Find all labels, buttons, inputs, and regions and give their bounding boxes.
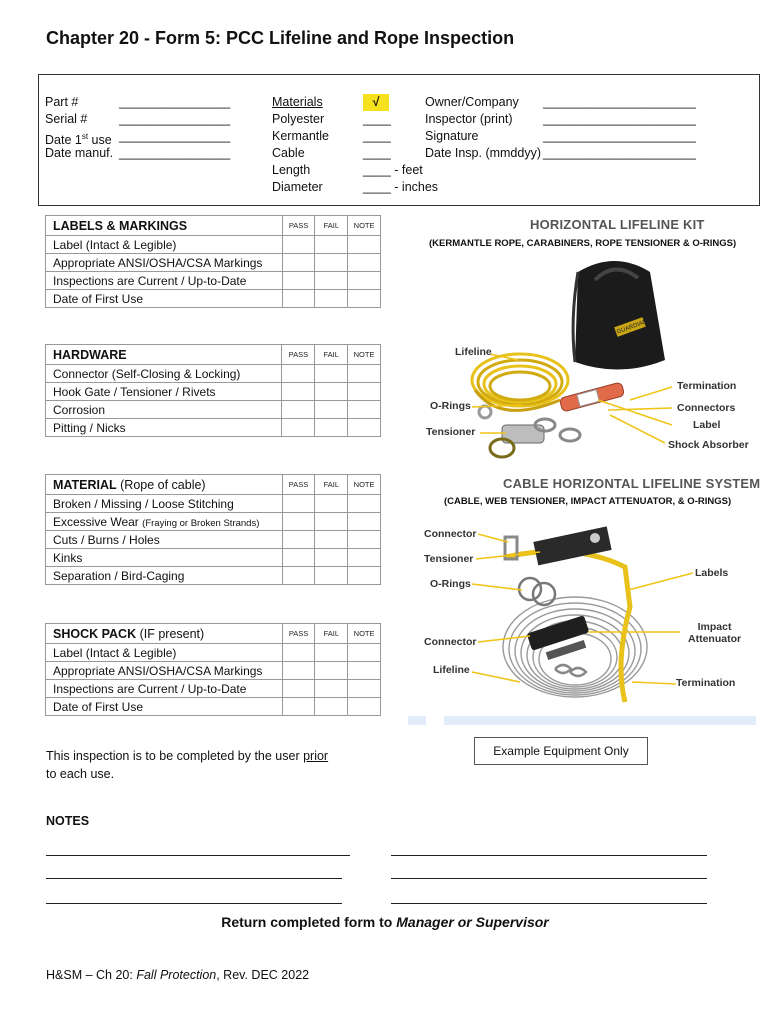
material-kermantle: Kermantle xyxy=(272,129,329,143)
equipment-info-box xyxy=(38,74,760,206)
example-equipment-label: Example Equipment Only xyxy=(474,737,648,765)
note-cell[interactable] xyxy=(348,401,381,419)
right-field-blanks[interactable] xyxy=(543,94,696,162)
inspector-label: Inspector (print) xyxy=(425,112,513,126)
polyester-check-mark[interactable]: √ xyxy=(363,94,389,111)
date-manufactured-label: Date manuf. xyxy=(45,146,114,160)
fail-header: FAIL xyxy=(315,624,348,644)
table-row xyxy=(46,419,381,437)
callout-shock-absorber: Shock Absorber xyxy=(668,439,749,451)
materials-list xyxy=(272,94,329,196)
note-cell[interactable] xyxy=(348,698,381,716)
material-polyester: Polyester xyxy=(272,112,325,126)
note-cell[interactable] xyxy=(348,662,381,680)
fail-cell[interactable] xyxy=(315,513,348,531)
signature-field[interactable]: ______________________ xyxy=(543,129,696,143)
owner-company-label: Owner/Company xyxy=(425,95,519,109)
item-label: Connector (Self-Closing & Locking) xyxy=(46,365,282,383)
fail-header: FAIL xyxy=(315,216,348,236)
item-label: Inspections are Current / Up-to-Date xyxy=(46,680,283,698)
note-line[interactable] xyxy=(46,878,342,879)
note-line[interactable] xyxy=(46,855,350,856)
fail-cell[interactable] xyxy=(315,662,348,680)
page-footer: H&SM – Ch 20: Fall Protection, Rev. DEC 2022 xyxy=(46,968,310,982)
pass-cell[interactable] xyxy=(282,662,315,680)
note-header: NOTE xyxy=(348,216,381,236)
fail-cell[interactable] xyxy=(315,419,348,437)
material-length: Length xyxy=(272,163,311,177)
fail-cell[interactable] xyxy=(315,254,348,272)
note-line[interactable] xyxy=(391,878,707,879)
part-number-field[interactable]: ________________ xyxy=(119,95,231,109)
bag-brand: GUARDIAN xyxy=(616,319,648,336)
left-field-labels xyxy=(45,94,113,162)
callout-impact-attenuator: Impact Attenuator xyxy=(688,621,742,645)
inspector-field[interactable]: ______________________ xyxy=(543,112,696,126)
note-cell[interactable] xyxy=(348,272,381,290)
instruction-emphasis: prior xyxy=(303,749,329,763)
date-inspected-label: Date Insp. (mmddyy) xyxy=(425,146,542,160)
table-row xyxy=(46,236,381,254)
left-field-blanks[interactable] xyxy=(119,94,230,162)
item-label: Date of First Use xyxy=(46,698,283,716)
note-cell[interactable] xyxy=(348,549,381,567)
note-cell[interactable] xyxy=(348,567,381,585)
callout-connectors: Connectors xyxy=(677,402,736,414)
item-label: Appropriate ANSI/OSHA/CSA Markings xyxy=(46,662,283,680)
gear-bag xyxy=(575,261,665,370)
cable-system-title: CABLE HORIZONTAL LIFELINE SYSTEM xyxy=(503,476,761,491)
fail-cell[interactable] xyxy=(315,531,348,549)
table-row xyxy=(46,495,381,513)
pass-cell[interactable] xyxy=(282,383,315,401)
note-cell[interactable] xyxy=(348,495,381,513)
item-label: Kinks xyxy=(46,549,283,567)
callout-cable-lifeline: Lifeline xyxy=(433,664,470,676)
lifeline-kit-title: HORIZONTAL LIFELINE KIT xyxy=(530,217,705,232)
item-label: Pitting / Nicks xyxy=(46,419,282,437)
item-label: Separation / Bird-Caging xyxy=(46,567,283,585)
pass-cell[interactable] xyxy=(282,680,315,698)
note-cell[interactable] xyxy=(348,513,381,531)
material-cable: Cable xyxy=(272,146,305,160)
pass-header: PASS xyxy=(282,624,315,644)
table-row xyxy=(46,272,381,290)
table-row xyxy=(46,365,381,383)
callout-o-rings: O-Rings xyxy=(430,400,471,412)
note-cell[interactable] xyxy=(348,383,381,401)
table-row xyxy=(46,644,381,662)
fail-header: FAIL xyxy=(315,345,348,365)
pass-cell[interactable] xyxy=(282,365,315,383)
fail-cell[interactable] xyxy=(315,644,348,662)
note-line[interactable] xyxy=(46,903,342,904)
serial-number-field[interactable]: ________________ xyxy=(119,112,231,126)
pass-header: PASS xyxy=(282,216,315,236)
fail-cell[interactable] xyxy=(315,567,348,585)
item-label: Label (Intact & Legible) xyxy=(46,644,283,662)
fail-cell[interactable] xyxy=(315,680,348,698)
note-cell[interactable] xyxy=(348,254,381,272)
pass-cell[interactable] xyxy=(282,401,315,419)
date-manufactured-field[interactable]: ________________ xyxy=(119,146,231,160)
table-row xyxy=(46,549,381,567)
table-row xyxy=(46,662,381,680)
pass-cell[interactable] xyxy=(282,254,315,272)
decorative-band-right xyxy=(444,716,756,725)
table-row xyxy=(46,513,381,531)
pass-header: PASS xyxy=(282,475,315,495)
item-label: Label (Intact & Legible) xyxy=(46,236,283,254)
callout-cable-tensioner: Tensioner xyxy=(424,553,474,565)
polyester-field[interactable]: ____ xyxy=(363,112,391,126)
table-row xyxy=(46,531,381,549)
kermantle-field[interactable]: ____ xyxy=(363,129,391,143)
note-cell[interactable] xyxy=(348,644,381,662)
callout-cable-termination: Termination xyxy=(676,677,736,689)
length-field[interactable]: ____ - feet xyxy=(363,163,423,177)
table-row xyxy=(46,680,381,698)
callout-tensioner: Tensioner xyxy=(426,426,476,438)
shock-pack-table xyxy=(45,623,381,716)
decorative-band-left xyxy=(408,716,426,725)
pass-cell[interactable] xyxy=(282,272,315,290)
fail-cell[interactable] xyxy=(315,549,348,567)
item-label: Appropriate ANSI/OSHA/CSA Markings xyxy=(46,254,283,272)
section-title: MATERIAL (Rope of cable) xyxy=(46,475,283,495)
fail-cell[interactable] xyxy=(315,401,348,419)
part-number-label: Part # xyxy=(45,95,79,109)
excessive-wear-note: (Fraying or Broken Strands) xyxy=(142,517,260,529)
fail-cell[interactable] xyxy=(315,272,348,290)
callout-cable-o-rings: O-Rings xyxy=(430,578,471,590)
hardware-table xyxy=(45,344,381,437)
fail-header: FAIL xyxy=(315,475,348,495)
item-label: Inspections are Current / Up-to-Date xyxy=(46,272,283,290)
material-diameter: Diameter xyxy=(272,180,323,194)
page-title: Chapter 20 - Form 5: PCC Lifeline and Rope Inspection xyxy=(46,28,515,48)
labels-markings-table xyxy=(45,215,381,308)
pass-cell[interactable] xyxy=(282,236,315,254)
fail-cell[interactable] xyxy=(315,495,348,513)
section-title: SHOCK PACK (IF present) xyxy=(46,624,283,644)
table-row xyxy=(46,383,381,401)
pass-cell[interactable] xyxy=(282,531,315,549)
right-field-labels xyxy=(425,94,541,162)
fail-cell[interactable] xyxy=(315,236,348,254)
note-cell[interactable] xyxy=(348,290,381,308)
pass-cell[interactable] xyxy=(282,419,315,437)
table-row xyxy=(46,401,381,419)
return-instruction: Return completed form to Manager or Supervisor xyxy=(221,914,549,930)
item-label: Broken / Missing / Loose Stitching xyxy=(46,495,283,513)
first-use-label: Date 1st use xyxy=(45,132,112,148)
note-line[interactable] xyxy=(391,855,707,856)
item-label: Excessive Wear (Fraying or Broken Strands) xyxy=(46,513,283,531)
fail-cell[interactable] xyxy=(315,365,348,383)
pass-cell[interactable] xyxy=(282,698,315,716)
fail-cell[interactable] xyxy=(315,290,348,308)
table-row xyxy=(46,290,381,308)
pass-cell[interactable] xyxy=(282,644,315,662)
materials-header: Materials xyxy=(272,95,323,109)
note-cell[interactable] xyxy=(348,531,381,549)
callout-termination: Termination xyxy=(677,380,737,392)
item-label: Date of First Use xyxy=(46,290,283,308)
callout-label: Label xyxy=(693,419,721,431)
table-row xyxy=(46,567,381,585)
callout-connector: Connector xyxy=(424,528,477,540)
first-use-field[interactable]: ________________ xyxy=(119,129,231,143)
note-header: NOTE xyxy=(348,345,381,365)
lifeline-kit-subtitle: (KERMANTLE ROPE, CARABINERS, ROPE TENSIONER & O-RINGS) xyxy=(429,238,737,249)
callout-bottom-connector: Connector xyxy=(424,636,477,648)
section-title: LABELS & MARKINGS xyxy=(46,216,283,236)
callout-labels: Labels xyxy=(695,567,729,579)
pass-cell[interactable] xyxy=(282,513,315,531)
fail-cell[interactable] xyxy=(315,383,348,401)
fail-cell[interactable] xyxy=(315,698,348,716)
note-cell[interactable] xyxy=(348,419,381,437)
item-label: Cuts / Burns / Holes xyxy=(46,531,283,549)
cable-system-subtitle: (CABLE, WEB TENSIONER, IMPACT ATTENUATOR, & O-RINGS) xyxy=(444,496,732,507)
pass-cell[interactable] xyxy=(282,495,315,513)
material-table xyxy=(45,474,381,585)
note-cell[interactable] xyxy=(348,680,381,698)
note-line[interactable] xyxy=(391,903,707,904)
item-label: Hook Gate / Tensioner / Rivets xyxy=(46,383,282,401)
pass-cell[interactable] xyxy=(282,567,315,585)
pass-cell[interactable] xyxy=(282,290,315,308)
pass-header: PASS xyxy=(282,345,315,365)
owner-company-field[interactable]: ______________________ xyxy=(543,95,696,109)
cable-field[interactable]: ____ xyxy=(363,146,391,160)
note-header: NOTE xyxy=(348,624,381,644)
callout-lifeline: Lifeline xyxy=(455,346,492,358)
notes-label: NOTES xyxy=(46,814,90,828)
table-row xyxy=(46,698,381,716)
table-row xyxy=(46,254,381,272)
item-label: Corrosion xyxy=(46,401,282,419)
date-inspected-field[interactable]: ______________________ xyxy=(543,146,696,160)
diameter-field[interactable]: ____ - inches xyxy=(363,180,439,194)
note-header: NOTE xyxy=(348,475,381,495)
section-title: HARDWARE xyxy=(46,345,282,365)
inspection-instruction: This inspection is to be completed by the user prior to each use. xyxy=(46,749,329,781)
signature-label: Signature xyxy=(425,129,479,143)
note-cell[interactable] xyxy=(348,365,381,383)
pass-cell[interactable] xyxy=(282,549,315,567)
note-cell[interactable] xyxy=(348,236,381,254)
serial-number-label: Serial # xyxy=(45,112,88,126)
coiled-rope xyxy=(472,354,568,410)
